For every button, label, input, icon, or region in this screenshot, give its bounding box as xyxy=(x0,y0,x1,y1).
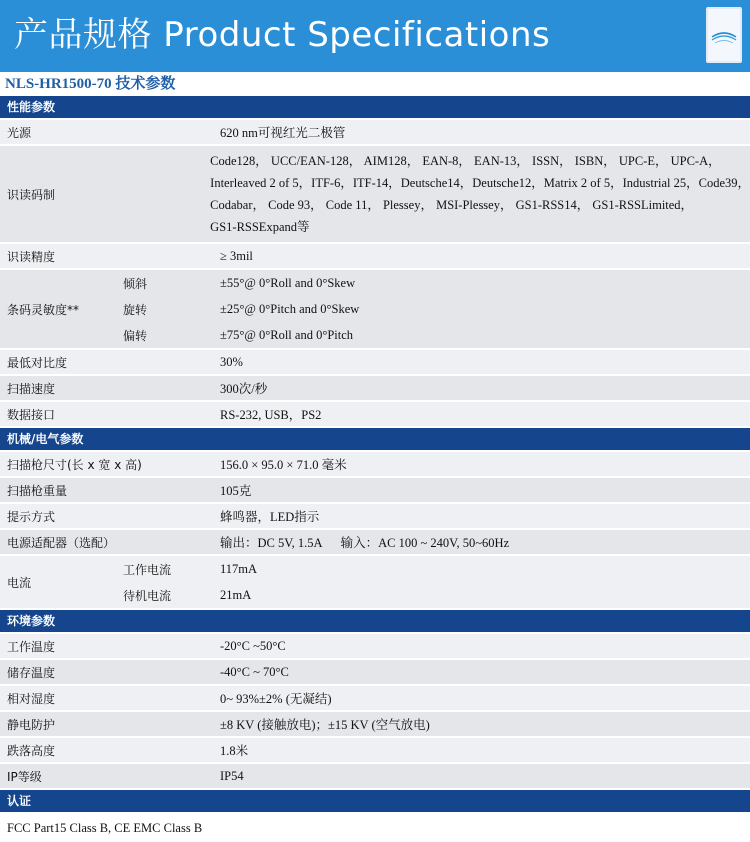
spec-label: 静电防护 xyxy=(7,717,56,732)
spec-value: ±75°@ 0°Roll and 0°Pitch xyxy=(220,327,354,342)
spec-label: 提示方式 xyxy=(7,509,56,524)
model-title: NLS-HR1500-70 技术参数 xyxy=(5,76,176,92)
spec-label: 条码灵敏度** xyxy=(7,302,80,317)
spec-row-contrast xyxy=(0,350,750,376)
spec-row-storage-temp xyxy=(0,660,750,686)
spec-row-humidity xyxy=(0,686,750,712)
spec-value: -20°C ~50°C xyxy=(220,638,286,653)
symbology-line: Interleaved 2 of 5，ITF-6，ITF-14，Deutsche14，Deutsche12，Matrix 2 of 5，Industrial 25，Code39， xyxy=(210,176,750,190)
spec-value: ±55°@ 0°Roll and 0°Skew xyxy=(220,275,356,290)
title-banner xyxy=(0,0,750,72)
spec-value: 1.8米 xyxy=(220,744,249,758)
spec-value: IP54 xyxy=(220,768,244,783)
spec-label: 储存温度 xyxy=(7,665,56,680)
certification-text: FCC Part15 Class B, CE EMC Class B xyxy=(7,821,203,835)
symbology-line: Code128， UCC/EAN-128， AIM128， EAN-8， EAN-13， ISSN， ISBN， UPC-E， UPC-A， xyxy=(210,154,721,168)
spec-value: 105克 xyxy=(220,484,252,498)
spec-row-sensitivity xyxy=(0,270,750,350)
sub-label: 倾斜 xyxy=(123,276,148,291)
spec-row-interface xyxy=(0,402,750,428)
spec-value: 156.0 × 95.0 × 71.0 毫米 xyxy=(220,458,347,472)
spec-row-light-source xyxy=(0,120,750,146)
spec-value: 输出：DC 5V, 1.5A 输入：AC 100 ~ 240V, 50~60Hz xyxy=(220,536,510,550)
spec-value: ±8 KV (接触放电)；±15 KV (空气放电) xyxy=(220,718,430,732)
spec-row-symbologies xyxy=(0,146,750,244)
spec-value: ±25°@ 0°Pitch and 0°Skew xyxy=(220,301,360,316)
spec-value: -40°C ~ 70°C xyxy=(220,664,289,679)
spec-value: RS-232, USB，PS2 xyxy=(220,408,322,422)
spec-label: 最低对比度 xyxy=(7,355,68,370)
spec-label: 扫描枪重量 xyxy=(7,483,68,498)
spec-row-adapter xyxy=(0,530,750,556)
spec-label: IP等级 xyxy=(7,769,42,784)
spec-label: 跌落高度 xyxy=(7,743,56,758)
spec-value: 30% xyxy=(220,354,243,369)
symbology-line: GS1-RSSExpand等 xyxy=(210,220,310,234)
spec-label: 工作温度 xyxy=(7,639,56,654)
spec-label: 扫描速度 xyxy=(7,381,56,396)
spec-label: 识读码制 xyxy=(7,187,56,202)
spec-value: 21mA xyxy=(220,587,252,602)
spec-row-precision xyxy=(0,244,750,270)
spec-label: 电流 xyxy=(7,575,32,590)
spec-row-drop-height xyxy=(0,738,750,764)
spec-label: 识读精度 xyxy=(7,249,56,264)
spec-row-operating-temp xyxy=(0,634,750,660)
banner-title: 产品规格 Product Specifications xyxy=(14,15,551,55)
symbology-list xyxy=(210,146,750,242)
sub-value-column xyxy=(220,556,750,608)
sub-label: 待机电流 xyxy=(123,588,172,603)
section-header-mechanical: 机械/电气参数 xyxy=(0,428,750,452)
sub-label: 偏转 xyxy=(123,328,148,343)
spec-table xyxy=(0,96,750,836)
spec-row-scan-rate xyxy=(0,376,750,402)
sub-label: 旋转 xyxy=(123,302,148,317)
spec-row-weight xyxy=(0,478,750,504)
spec-row-dimensions xyxy=(0,452,750,478)
sub-value-column xyxy=(220,270,750,348)
spec-value: 300次/秒 xyxy=(220,382,268,396)
spec-value: 蜂鸣器，LED指示 xyxy=(220,510,320,524)
spec-row-current xyxy=(0,556,750,610)
spec-label: 光源 xyxy=(7,125,32,140)
section-header-performance: 性能参数 xyxy=(0,96,750,120)
section-header-certification: 认证 xyxy=(0,790,750,814)
spec-value: 117mA xyxy=(220,561,258,576)
spec-value: 0~ 93%±2% (无凝结) xyxy=(220,692,332,706)
product-logo-icon xyxy=(706,7,742,63)
spec-label: 扫描枪尺寸(长 x 宽 x 高) xyxy=(7,457,142,472)
spec-label: 数据接口 xyxy=(7,407,56,422)
sub-label-column xyxy=(123,556,220,608)
spec-row-indicator xyxy=(0,504,750,530)
sub-label: 工作电流 xyxy=(123,562,172,577)
spec-label: 相对湿度 xyxy=(7,691,56,706)
symbology-line: Codabar， Code 93， Code 11， Plessey， MSI-Plessey， GS1-RSS14， GS1-RSSLimited， xyxy=(210,198,694,212)
spec-row-ip-rating xyxy=(0,764,750,790)
sub-label-column xyxy=(123,270,220,348)
spec-value: ≥ 3mil xyxy=(220,248,253,263)
spec-label: 电源适配器（选配） xyxy=(7,535,116,550)
section-header-environment: 环境参数 xyxy=(0,610,750,634)
spec-value: 620 nm可视红光二极管 xyxy=(220,126,346,140)
spec-row-esd xyxy=(0,712,750,738)
